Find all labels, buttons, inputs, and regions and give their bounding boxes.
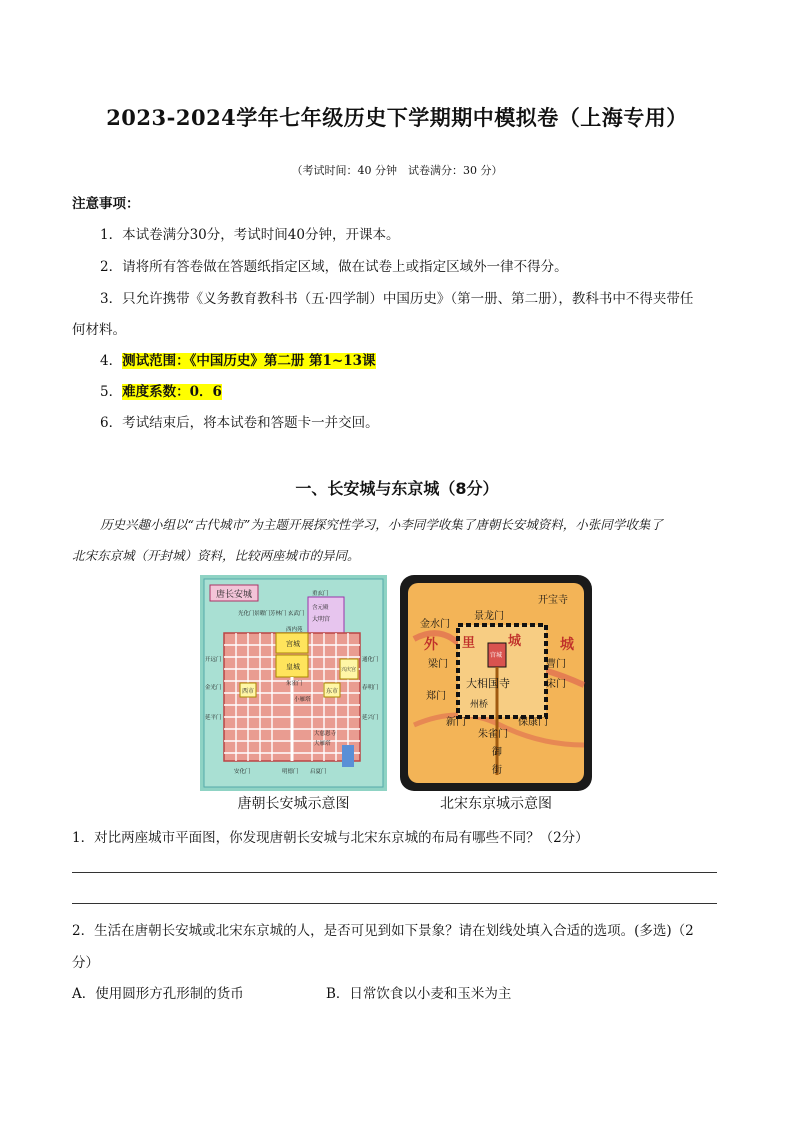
palace-city-label: 宫城 [286, 640, 300, 648]
gate-anhua: 安化门 [234, 769, 251, 775]
gate-chunming: 春明门 [362, 685, 379, 691]
question-2: 2．生活在唐朝长安城或北宋东京城的人，是否可见到如下景象？请在划线处填入合适的选项。(多选)（2 [72, 923, 694, 939]
cao-gate: 曹门 [546, 659, 566, 670]
inner-city-label: 城 [508, 634, 522, 649]
daxiangguo-temple: 大相国寺 [466, 677, 510, 690]
kaibao-temple: 开宝寺 [538, 595, 568, 606]
changan-map [200, 575, 387, 791]
notice-item-5 [100, 380, 222, 400]
gate-qixia: 启夏门 [310, 769, 327, 775]
notice-item-2: 2．请将所有答卷做在答题纸指定区域，做在试卷上或指定区域外一律不得分。 [100, 259, 568, 275]
gate-jingyao: 景曜门 [254, 611, 271, 617]
xiaoyan-label: 小雁塔 [294, 697, 311, 703]
zhuque-gate-label: 朱雀门 [286, 681, 303, 687]
gate-mingde: 明德门 [282, 769, 299, 775]
page-title: 2023-2024学年七年级历史下学期期中模拟卷（上海专用） [106, 105, 688, 130]
dacien-label: 大慈恩寺 [314, 731, 337, 737]
east-market-label: 东市 [326, 688, 339, 695]
xingqing-label: 兴庆宫 [341, 667, 357, 673]
difficulty-highlight: 难度系数：0．6 [122, 384, 222, 400]
song-gate: 宋门 [546, 679, 566, 690]
imperial-city-label: 皇城 [286, 663, 300, 671]
notice-item-1: 1．本试卷满分30分，考试时间40分钟，开课本。 [100, 227, 400, 243]
option-b: B．日常饮食以小麦和玉米为主 [326, 986, 512, 1002]
notice-item-5-number: 5． [100, 384, 123, 400]
question-1: 1．对比两座城市平面图，你发现唐朝长安城与北宋东京城的布局有哪些不同？（2分） [72, 830, 589, 846]
gate-kaiyuan: 开远门 [205, 657, 222, 663]
west-market-label: 西市 [242, 688, 255, 695]
dongjing-map [400, 575, 592, 791]
outer-city-label: 城 [560, 637, 574, 653]
intro-line-2: 北宋东京城（开封城）资料，比较两座城市的异同。 [72, 548, 360, 563]
gate-jinguang: 金光门 [205, 685, 222, 691]
changan-caption: 唐朝长安城示意图 [237, 796, 350, 812]
hanyuan-hall: 含元殿 [312, 605, 329, 611]
imperial-char: 御 [492, 747, 502, 758]
test-scope-highlight: 测试范围：《中国历史》第二册 第1~13课 [122, 353, 376, 369]
answer-line-1[interactable] [72, 872, 717, 873]
gate-guanghua: 光化门 [238, 611, 255, 617]
inner-label: 里 [462, 636, 476, 651]
dayan-label: 大雁塔 [314, 741, 331, 747]
intro-line-1: 历史兴趣小组以“古代城市”为主题开展探究性学习，小李同学收集了唐朝长安城资料，小张同学收集了 [100, 517, 663, 532]
zhou-bridge: 州桥 [470, 700, 489, 710]
notice-item-3-cont: 何材料。 [72, 322, 126, 338]
notice-item-4 [100, 349, 376, 369]
map-banner-text: 唐长安城 [215, 590, 253, 600]
xinei-label: 西内苑 [286, 627, 303, 633]
jinglong-gate: 景龙门 [474, 611, 504, 622]
xin-gate: 新门 [446, 717, 466, 728]
jinshui-gate: 金水门 [420, 619, 450, 630]
zheng-gate: 郑门 [426, 691, 446, 702]
notice-item-6: 6．考试结束后，将本试卷和答题卡一并交回。 [100, 415, 379, 431]
qujiang-pond [342, 745, 354, 767]
gate-yanxing: 延兴门 [362, 715, 379, 721]
gate-fanglin: 芳林门 [270, 611, 287, 617]
daming-label: 大明宫 [312, 616, 331, 623]
gate-chongxuan: 重玄门 [312, 591, 329, 597]
palace-city-label: 宫城 [490, 652, 503, 659]
baokang-gate: 保康门 [518, 717, 548, 728]
gate-yanping: 延平门 [205, 715, 222, 721]
exam-info: （考试时间：40 分钟 试卷满分：30 分） [291, 164, 503, 177]
dongjing-caption: 北宋东京城示意图 [440, 796, 552, 812]
outer-label: 外 [424, 637, 438, 653]
section-title: 一、长安城与东京城（8分） [295, 479, 499, 498]
zhuque-gate: 朱雀门 [478, 729, 508, 740]
notice-heading: 注意事项： [72, 196, 140, 212]
question-2-cont: 分） [72, 955, 99, 971]
option-a: A．使用圆形方孔形制的货币 [72, 986, 244, 1002]
notice-item-4-number: 4． [100, 353, 123, 369]
answer-line-2[interactable] [72, 903, 717, 904]
gate-xuanwu: 玄武门 [288, 611, 305, 617]
street-char: 街 [492, 765, 502, 776]
notice-item-3: 3．只允许携带《义务教育教科书（五·四学制）中国历史》（第一册、第二册），教科书中不得夹带任 [100, 291, 694, 307]
liang-gate: 梁门 [428, 659, 448, 670]
gate-tonghua: 通化门 [362, 657, 379, 663]
